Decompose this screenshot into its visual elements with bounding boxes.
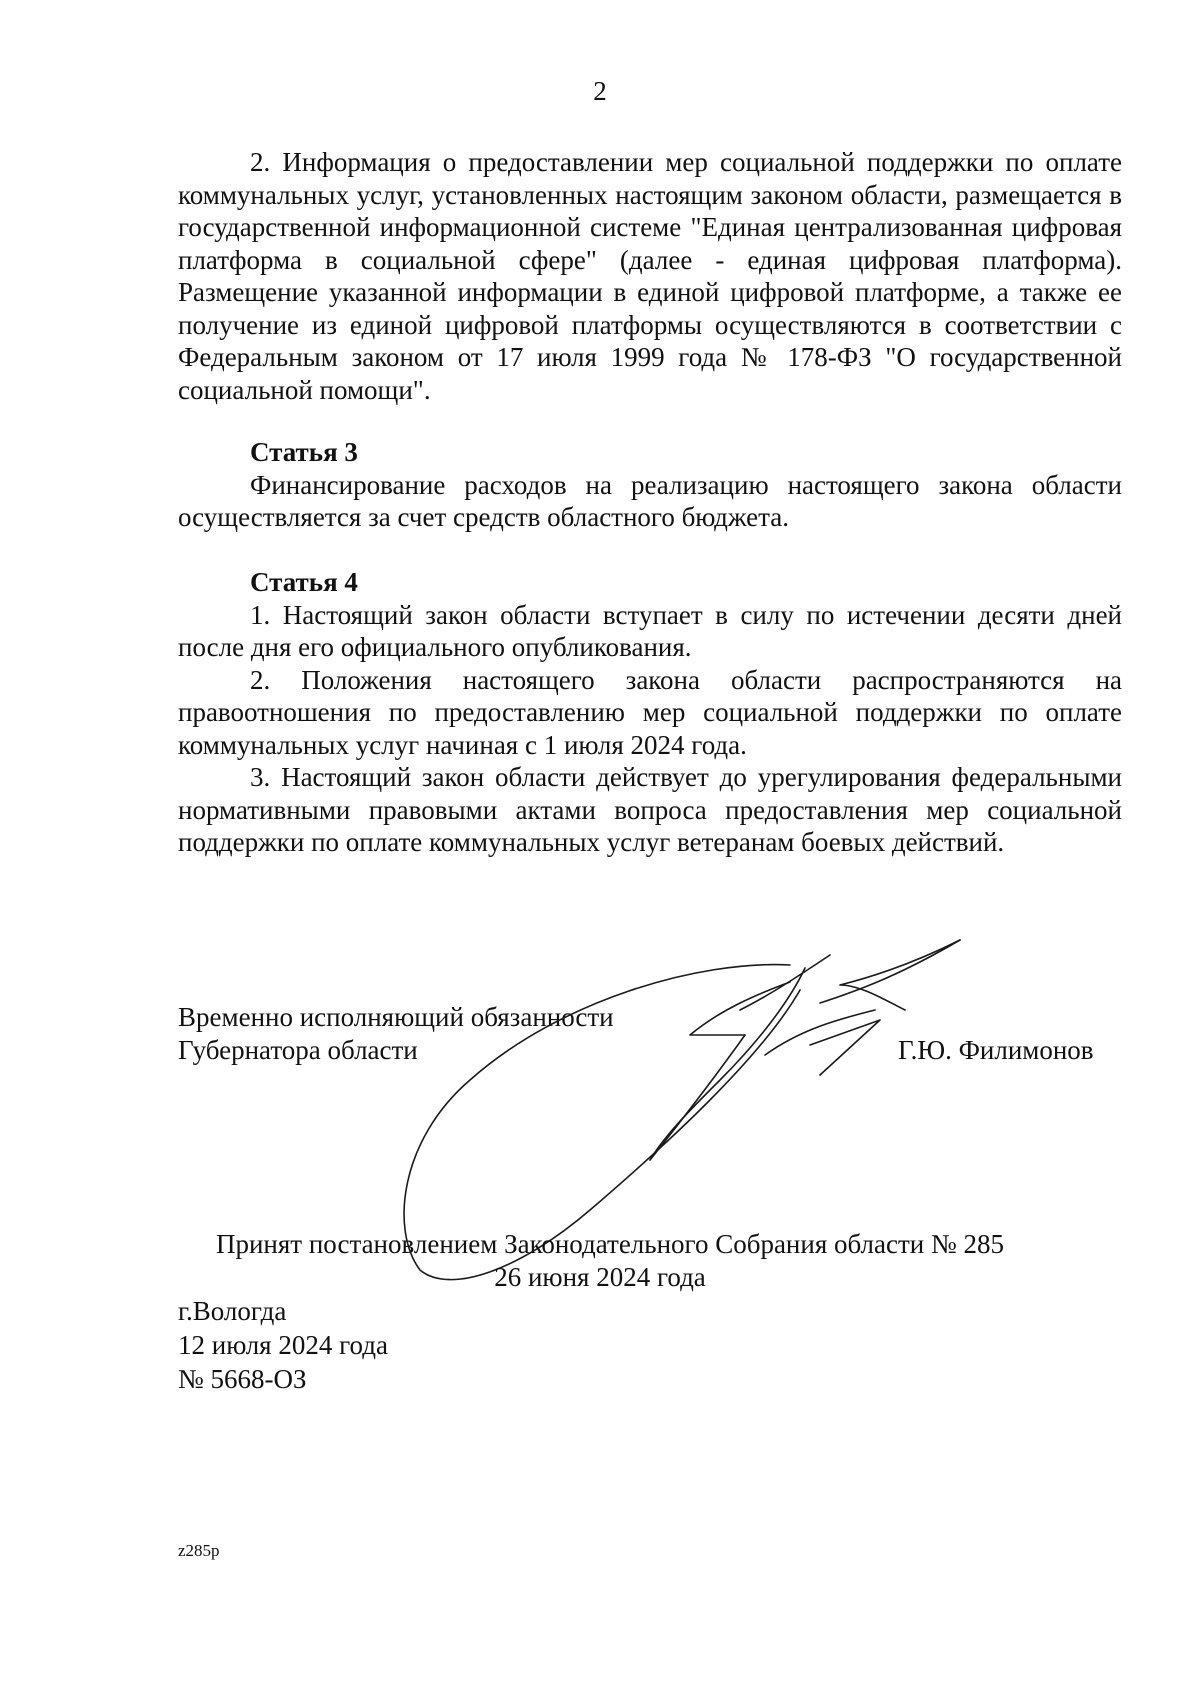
signing-date: 12 июля 2024 года	[178, 1330, 388, 1360]
signatory-title-line-2: Губернатора области	[178, 1035, 418, 1065]
page-number: 2	[593, 76, 607, 106]
paragraph-info-placement: 2. Информация о предоставлении мер социальной поддержки по оплате коммунальных услуг, установленных настоящим законом области, размещается в государственной информационной системе "Единая централизованная цифровая платформа в социальной сфере" (далее - единая цифровая платформа). Размещение указанной информации в единой цифровой платформе, а также ее получение из единой цифровой платформы осуществляются в соответствии с Федеральным законом от 17 июля 1999 года № 178-ФЗ "О государственной социальной помощи".	[178, 147, 1122, 405]
section-2	[178, 146, 1122, 406]
article-3-heading: Статья 3	[250, 437, 358, 467]
article-4-paragraph-1: 1. Настоящий закон области вступает в силу по истечении десяти дней после дня его официального опубликования.	[178, 599, 1122, 662]
adoption-note	[0, 1228, 1200, 1294]
article-4-heading: Статья 4	[250, 567, 358, 597]
city: г.Вологда	[178, 1296, 287, 1326]
article-4	[178, 566, 1122, 859]
article-4-paragraph-3: 3. Настоящий закон области действует до урегулирования федеральными нормативными правовыми актами вопроса предоставления мер социальной поддержки по оплате коммунальных услуг ветеранам боевых действий.	[178, 762, 1122, 857]
footer-code: z285р	[178, 1541, 220, 1560]
article-3-paragraph: Финансирование расходов на реализацию настоящего закона области осуществляется за счет средств областного бюджета.	[178, 469, 1122, 532]
signatory-name: Г.Ю. Филимонов	[898, 1035, 1094, 1065]
article-3	[178, 436, 1122, 534]
place-and-date	[178, 1294, 388, 1396]
adoption-line-1: Принят постановлением Законодательного Собрания области № 285	[215, 1229, 1005, 1259]
signatory-title-line-1: Временно исполняющий обязанности	[178, 1002, 614, 1032]
signatory-title	[178, 1001, 614, 1067]
adoption-date: 26 июня 2024 года	[494, 1262, 706, 1292]
law-number: № 5668-ОЗ	[178, 1364, 307, 1394]
article-4-paragraph-2: 2. Положения настоящего закона области распространяются на правоотношения по предоставлению мер социальной поддержки по оплате коммунальных услуг начиная с 1 июля 2024 года.	[178, 664, 1122, 760]
